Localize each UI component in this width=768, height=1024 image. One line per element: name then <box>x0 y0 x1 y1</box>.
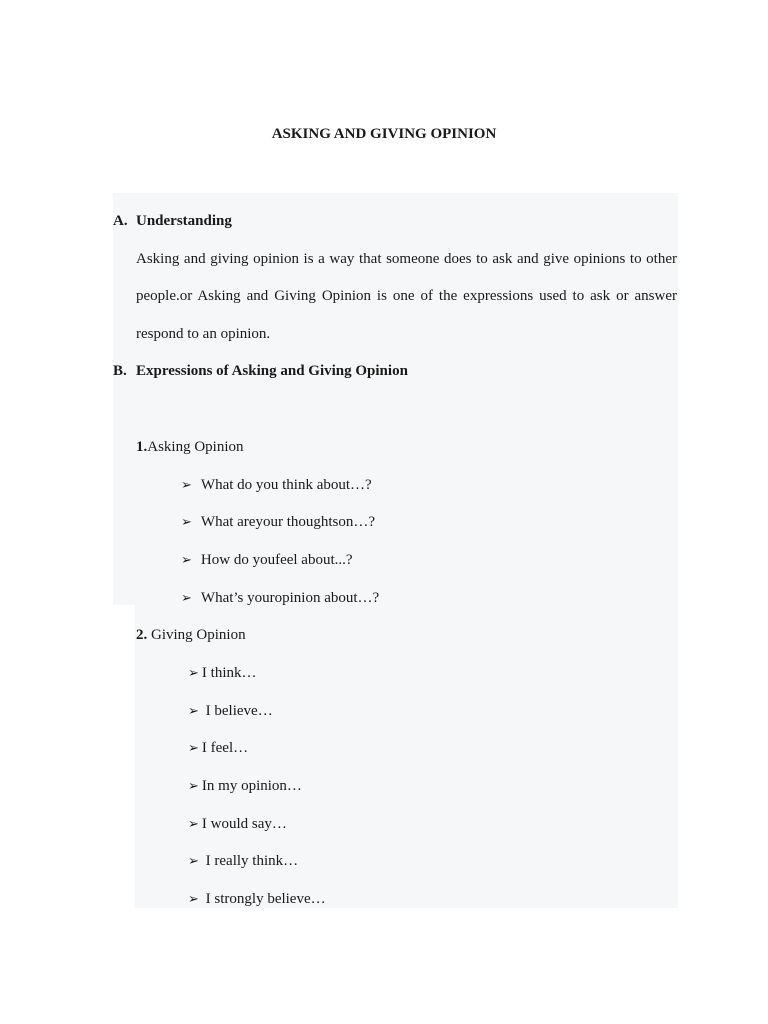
arrow-bullet-icon: ➢ <box>181 477 192 492</box>
giving-opinion-item <box>188 665 257 682</box>
giving-opinion-label: Giving Opinion <box>147 627 246 643</box>
arrow-bullet-icon: ➢ <box>188 891 199 906</box>
asking-opinion-item-text: What do you think about…? <box>200 477 372 493</box>
giving-opinion-item-text: I strongly believe… <box>201 891 326 907</box>
arrow-bullet-icon: ➢ <box>188 703 199 718</box>
asking-opinion-subheading <box>136 439 244 456</box>
giving-opinion-item <box>188 740 248 757</box>
giving-opinion-item <box>188 778 302 795</box>
giving-opinion-number: 2. <box>136 627 148 643</box>
arrow-bullet-icon: ➢ <box>181 590 192 605</box>
asking-opinion-item <box>181 590 379 607</box>
arrow-bullet-icon: ➢ <box>181 552 192 567</box>
giving-opinion-item-text: I think… <box>201 665 257 681</box>
asking-opinion-item <box>181 552 353 569</box>
arrow-bullet-icon: ➢ <box>181 514 192 529</box>
asking-opinion-item-text: What’s youropinion about…? <box>200 590 380 606</box>
giving-opinion-item <box>188 703 273 720</box>
giving-opinion-item <box>188 816 287 833</box>
giving-opinion-item-text: In my opinion… <box>201 778 302 794</box>
arrow-bullet-icon: ➢ <box>188 816 199 831</box>
asking-opinion-item-text: What areyour thoughtson…? <box>200 514 376 530</box>
giving-opinion-item-text: I feel… <box>201 740 249 756</box>
giving-opinion-item-text: I believe… <box>201 703 273 719</box>
asking-opinion-item-text: How do youfeel about...? <box>200 552 353 568</box>
asking-opinion-item <box>181 477 372 494</box>
giving-opinion-item-text: I really think… <box>201 853 299 869</box>
section-a-paragraph-line-1: Asking and giving opinion is a way that someone does to ask and give opinions to other <box>136 251 677 267</box>
asking-opinion-item <box>181 514 375 531</box>
arrow-bullet-icon: ➢ <box>188 778 199 793</box>
giving-opinion-item-text: I would say… <box>201 816 287 832</box>
asking-opinion-number: 1. <box>136 439 148 455</box>
section-b-heading: Expressions of Asking and Giving Opinion <box>136 363 408 379</box>
giving-opinion-item <box>188 853 298 870</box>
arrow-bullet-icon: ➢ <box>188 665 199 680</box>
giving-opinion-item <box>188 891 326 908</box>
section-a-heading: Understanding <box>136 213 232 229</box>
section-a-paragraph-line-2: people.or Asking and Giving Opinion is one of the expressions used to ask or answer <box>136 288 677 304</box>
arrow-bullet-icon: ➢ <box>188 853 199 868</box>
page-title: ASKING AND GIVING OPINION <box>271 126 497 142</box>
giving-opinion-subheading <box>136 627 246 644</box>
section-a-paragraph-line-3: respond to an opinion. <box>136 326 271 342</box>
section-b-marker: B. <box>113 363 127 379</box>
arrow-bullet-icon: ➢ <box>188 740 199 755</box>
asking-opinion-label: Asking Opinion <box>147 439 244 455</box>
section-a-marker: A. <box>113 213 128 229</box>
